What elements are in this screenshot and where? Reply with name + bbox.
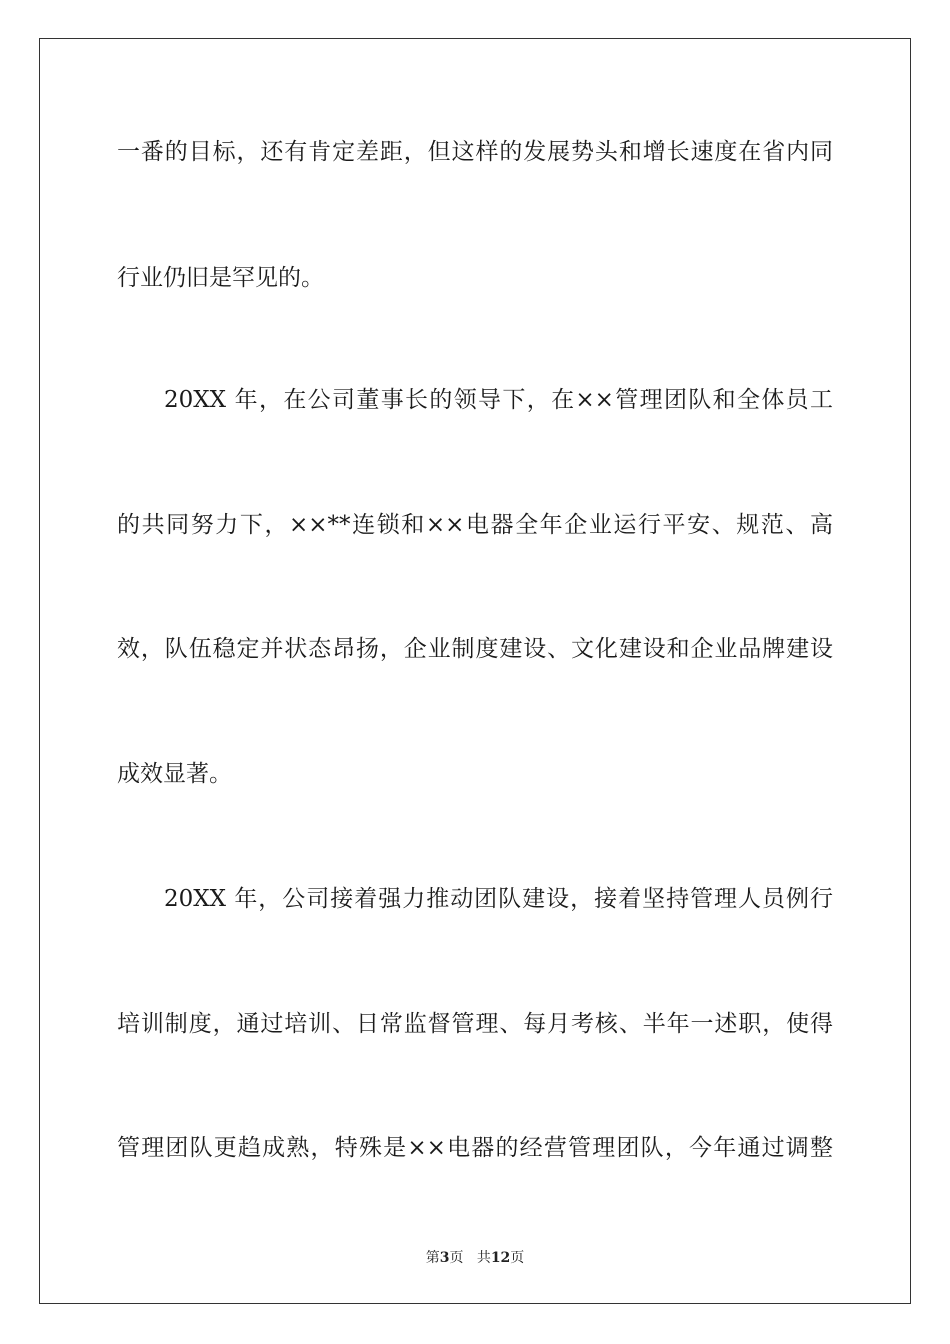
- body-line-3: 20XX 年，在公司董事长的领导下，在××管理团队和全体员工: [164, 387, 833, 413]
- footer-total-suffix: 页: [510, 1250, 525, 1266]
- body-line-2: 行业仍旧是罕见的。: [117, 265, 324, 291]
- body-line-4: 的共同努力下，××**连锁和××电器全年企业运行平安、规范、高: [117, 512, 833, 538]
- footer-total-pages: 12: [490, 1250, 511, 1266]
- footer-page-number: 3: [439, 1250, 450, 1266]
- body-line-8: 培训制度，通过培训、日常监督管理、每月考核、半年一述职，使得: [117, 1011, 833, 1037]
- page-frame: [39, 38, 911, 1304]
- footer-page-suffix: 页: [449, 1250, 464, 1266]
- body-line-9: 管理团队更趋成熟，特殊是××电器的经营管理团队，今年通过调整: [117, 1135, 833, 1161]
- footer-total-prefix: 共: [476, 1250, 491, 1266]
- body-line-6: 成效显著。: [117, 761, 232, 787]
- page-footer: [0, 1247, 950, 1267]
- body-line-1: 一番的目标，还有肯定差距，但这样的发展势头和增长速度在省内同: [117, 139, 833, 165]
- body-line-5: 效，队伍稳定并状态昂扬，企业制度建设、文化建设和企业品牌建设: [117, 636, 833, 662]
- footer-page-prefix: 第: [425, 1250, 440, 1266]
- body-line-7: 20XX 年，公司接着强力推动团队建设，接着坚持管理人员例行: [164, 886, 833, 912]
